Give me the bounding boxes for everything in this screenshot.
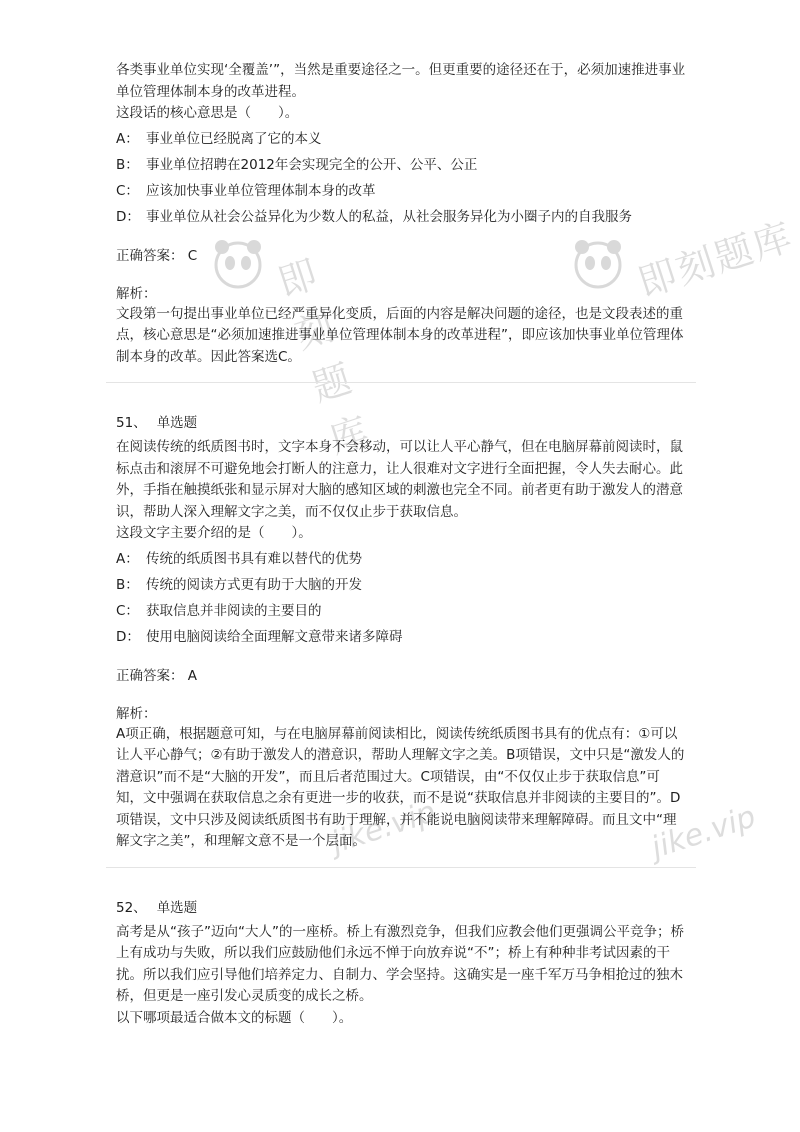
option-text: 事业单位已经脱离了它的本义 [146, 130, 322, 147]
answer-value: C [187, 247, 198, 264]
question-header [116, 898, 686, 918]
option-d[interactable] [116, 627, 686, 648]
option-b[interactable] [116, 575, 686, 596]
analysis-text: A项正确，根据题意可知，与在电脑屏幕前阅读相比，阅读传统纸质图书具有的优点有：①可以让人平心静气；②有助于激发人的潜意识，帮助人理解文字之美。B项错误，文中只是“激发人的潜意识”而不是“大脑的开发”，而且后者范围过大。C项错误，由“不仅仅止步于获取信息”可知，文中强调在获取信息之余有更进一步的收获，而不是说“获取信息并非阅读的主要目的”。D项错误，文中只涉及阅读纸质图书有助于理解，并不能说电脑阅读带来理解障碍。而且文中“理解文字之美”，和理解文意不是一个层面。 [116, 725, 685, 849]
option-key: D： [116, 628, 140, 645]
question-number: 52、 [116, 899, 147, 916]
watermark-url: jike.vip [327, 794, 440, 861]
divider [106, 867, 696, 868]
document-page [116, 60, 686, 1029]
option-a[interactable] [116, 129, 686, 150]
watermark-url: jike.vip [647, 799, 760, 866]
question-type: 单选题 [156, 899, 198, 916]
question-stem: 在阅读传统的纸质图书时，文字本身不会移动，可以让人平心静气，但在电脑屏幕前阅读时，鼠标点击和滚屏不可避免地会打断人的注意力，让人很难对文字进行全面把握，令人失去耐心。此外，手指在触摸纸张和显示屏对大脑的感知区域的刺激也完全不同。前者更有助于激发人的潜意识，帮助人深入理解文字之美，而不仅仅止步于获取信息。 [116, 439, 683, 520]
option-c[interactable] [116, 601, 686, 622]
watermark-brand: 即刻题库 [272, 251, 376, 463]
answer-label: 正确答案： [116, 667, 184, 684]
question-51 [116, 413, 686, 853]
question-stem: 各类事业单位实现‘全覆盖’”，当然是重要途径之一。但更重要的途径还在于，必须加速推进事业单位管理体制本身的改革进程。 [116, 62, 686, 100]
question-prompt: 这段话的核心意思是（ ）。 [116, 105, 299, 121]
correct-answer [116, 666, 686, 686]
answer-value: A [187, 667, 198, 684]
option-d[interactable] [116, 207, 686, 228]
question-number: 51、 [116, 415, 147, 431]
option-a[interactable] [116, 549, 686, 570]
analysis-label: 解析： [116, 705, 157, 722]
option-text: 事业单位招聘在2012年会实现完全的公开、公平、公正 [146, 156, 478, 173]
option-text: 应该加快事业单位管理体制本身的改革 [146, 182, 376, 199]
option-key: D： [116, 208, 140, 225]
option-text: 传统的纸质图书具有难以替代的优势 [146, 550, 362, 567]
option-text: 传统的阅读方式更有助于大脑的开发 [146, 576, 362, 593]
option-c[interactable] [116, 181, 686, 202]
option-key: C： [116, 182, 139, 199]
question-prompt: 这段文字主要介绍的是（ ）。 [116, 525, 312, 541]
watermark-brand: 即刻题库 [632, 214, 799, 306]
option-key: A： [116, 130, 139, 147]
option-text: 使用电脑阅读给全面理解文意带来诸多障碍 [146, 628, 403, 645]
analysis-label: 解析： [116, 285, 157, 302]
answer-label: 正确答案： [116, 247, 184, 264]
option-key: B： [116, 156, 139, 173]
question-prompt: 以下哪项最适合做本文的标题（ ）。 [116, 1009, 353, 1026]
question-type: 单选题 [156, 415, 198, 431]
question-stem: 高考是从“孩子”迈向“大人”的一座桥。桥上有激烈竞争，但我们应教会他们更强调公平竞争；桥上有成功与失败，所以我们应鼓励他们永远不惮于向放弃说“不”；桥上有种种非考试因素的干扰。所以我们应引导他们培养定力、自制力、学会坚持。这确实是一座千军万马争相抢过的独木桥，但更是一座引发心灵质变的成长之桥。 [116, 923, 684, 1004]
option-text: 事业单位从社会公益异化为少数人的私益，从社会服务异化为小圈子内的自我服务 [146, 208, 632, 225]
analysis-text: 文段第一句提出事业单位已经严重异化变质，后面的内容是解决问题的途径，也是文段表述的重点，核心意思是“必须加速推进事业单位管理体制本身的改革进程”，即应该加快事业单位管理体制本身的改革。因此答案选C。 [116, 305, 684, 365]
option-key: B： [116, 576, 139, 593]
question-50 [116, 60, 686, 368]
option-key: C： [116, 602, 139, 619]
question-52 [116, 898, 686, 1030]
question-header [116, 413, 686, 433]
correct-answer [116, 246, 686, 266]
option-key: A： [116, 550, 139, 567]
divider [106, 382, 696, 383]
option-b[interactable] [116, 155, 686, 176]
option-text: 获取信息并非阅读的主要目的 [146, 602, 322, 619]
